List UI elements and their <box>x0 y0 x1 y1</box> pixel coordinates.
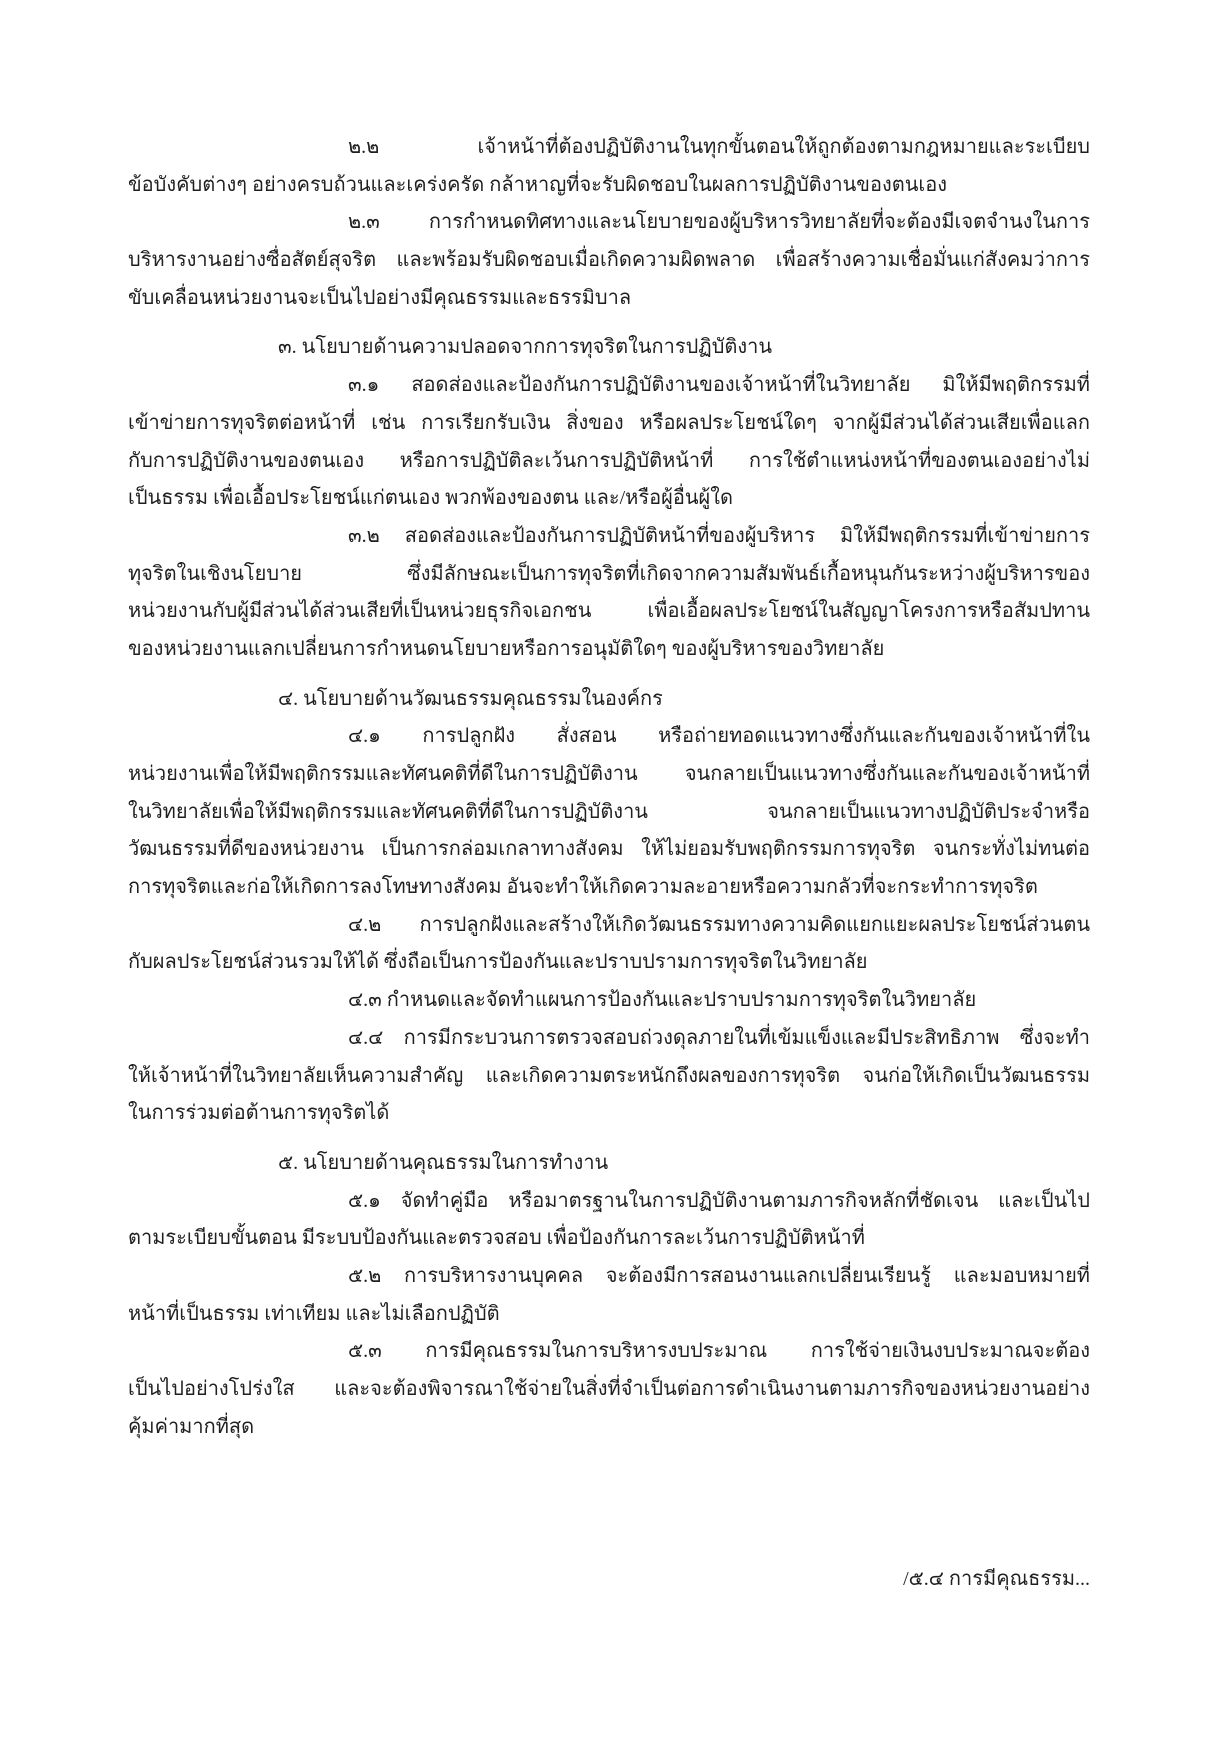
text-line: หน้าที่เป็นธรรม เท่าเทียม และไม่เลือกปฏิบัติ <box>128 1302 500 1325</box>
section-5 <box>128 1145 1090 1447</box>
text-line: ๕.๒ การบริหารงานบุคคล จะต้องมีการสอนงานแลกเปลี่ยนเรียนรู้ และมอบหมายที่ <box>348 1264 1090 1287</box>
item-3-1 <box>128 367 1090 518</box>
text-line: ๔.๔ การมีกระบวนการตรวจสอบถ่วงดุลภายในที่เข้มแข็งและมีประสิทธิภาพ ซึ่งจะทำ <box>348 1026 1090 1049</box>
text-line: หน่วยงานกับผู้มีส่วนได้ส่วนเสียที่เป็นหน่วยธุรกิจเอกชน เพื่อเอื้อผลประโยชน์ในสัญญาโครงการหรือสัมปทาน <box>128 600 1090 623</box>
text-line: กับการปฏิบัติงานของตนเอง หรือการปฏิบัติละเว้นการปฏิบัติหน้าที่ การใช้ตำแหน่งหน้าที่ของตนเองอย่างไม่ <box>128 449 1090 472</box>
item-4-4 <box>128 1020 1090 1133</box>
item-3-2 <box>128 518 1090 669</box>
page-continuation-note: /๕.๔ การมีคุณธรรม... <box>903 1568 1090 1590</box>
text-line: ข้อบังคับต่างๆ อย่างครบถ้วนและเคร่งครัด กล้าหาญที่จะรับผิดชอบในผลการปฏิบัติงานของตนเอง <box>128 173 948 196</box>
text-line: กับผลประโยชน์ส่วนรวมให้ได้ ซึ่งถือเป็นการป้องกันและปราบปรามการทุจริตในวิทยาลัย <box>128 951 868 974</box>
text-line: ๔.๑ การปลูกฝัง สั่งสอน หรือถ่ายทอดแนวทางซึ่งกันและกันของเจ้าหน้าที่ใน <box>348 725 1090 748</box>
text-line: เป็นไปอย่างโปร่งใส และจะต้องพิจารณาใช้จ่ายในสิ่งที่จำเป็นต่อการดำเนินงานตามภารกิจของหน่วยงานอย่าง <box>128 1378 1090 1400</box>
text-line: ๓.๒ สอดส่องและป้องกันการปฏิบัติหน้าที่ของผู้บริหาร มิให้มีพฤติกรรมที่เข้าข่ายการ <box>348 524 1090 547</box>
text-line: คุ้มค่ามากที่สุด <box>128 1415 255 1438</box>
item-5-3 <box>128 1333 1090 1446</box>
item-5-1 <box>128 1183 1090 1258</box>
item-4-2 <box>128 907 1090 982</box>
section-2-continued <box>128 129 1090 317</box>
section-5-heading: ๕. นโยบายด้านคุณธรรมในการทำงาน <box>278 1151 609 1174</box>
text-line: ๔.๓ กำหนดและจัดทำแผนการป้องกันและปราบปรามการทุจริตในวิทยาลัย <box>348 989 977 1012</box>
item-2-2 <box>128 129 1090 204</box>
text-line: การทุจริตและก่อให้เกิดการลงโทษทางสังคม อันจะทำให้เกิดความละอายหรือความกลัวที่จะกระทำการทุจริต <box>128 876 1038 899</box>
section-3 <box>128 329 1090 668</box>
text-line: บริหารงานอย่างซื่อสัตย์สุจริต และพร้อมรับผิดชอบเมื่อเกิดความผิดพลาด เพื่อสร้างความเชื่อมั่นแก่สังคมว่าการ <box>128 249 1090 272</box>
text-line: ๔.๒ การปลูกฝังและสร้างให้เกิดวัฒนธรรมทางความคิดแยกแยะผลประโยชน์ส่วนตน <box>348 913 1090 936</box>
text-line: เข้าข่ายการทุจริตต่อหน้าที่ เช่น การเรียกรับเงิน สิ่งของ หรือผลประโยชน์ใดๆ จากผู้มีส่วนได้ส่วนเสียเพื่อแลก <box>128 411 1090 434</box>
text-line: เป็นธรรม เพื่อเอื้อประโยชน์แก่ตนเอง พวกพ้องของตน และ/หรือผู้อื่นผู้ใด <box>128 487 733 510</box>
text-line: ตามระเบียบขั้นตอน มีระบบป้องกันและตรวจสอบ เพื่อป้องกันการละเว้นการปฏิบัติหน้าที่ <box>128 1227 865 1250</box>
text-line: ให้เจ้าหน้าที่ในวิทยาลัยเห็นความสำคัญ และเกิดความตระหนักถึงผลของการทุจริต จนก่อให้เกิดเป็นวัฒนธรรม <box>128 1064 1090 1087</box>
text-line: ๕.๑ จัดทำคู่มือ หรือมาตรฐานในการปฏิบัติงานตามภารกิจหลักที่ชัดเจน และเป็นไป <box>348 1189 1090 1212</box>
item-4-3 <box>128 982 1090 1020</box>
text-line: หน่วยงานเพื่อให้มีพฤติกรรมและทัศนคติที่ดีในการปฏิบัติงาน จนกลายเป็นแนวทางซึ่งกันและกันของเจ้าหน้าที่ <box>128 763 1090 785</box>
text-line: ๓.๑ สอดส่องและป้องกันการปฏิบัติงานของเจ้าหน้าที่ในวิทยาลัย มิให้มีพฤติกรรมที่ <box>348 374 1090 397</box>
text-line: ทุจริตในเชิงนโยบาย ซึ่งมีลักษณะเป็นการทุจริตที่เกิดจากความสัมพันธ์เกื้อหนุนกันระหว่างผู้บริหารของ <box>128 562 1090 585</box>
text-line: ในการร่วมต่อต้านการทุจริตได้ <box>128 1102 390 1125</box>
item-5-2 <box>128 1258 1090 1333</box>
section-4 <box>128 681 1090 1133</box>
text-line: ของหน่วยงานแลกเปลี่ยนการกำหนดนโยบายหรือการอนุมัติใดๆ ของผู้บริหารของวิทยาลัย <box>128 637 885 660</box>
document-body <box>128 129 1090 1446</box>
text-line: ขับเคลื่อนหน่วยงานจะเป็นไปอย่างมีคุณธรรมและธรรมิบาล <box>128 286 632 309</box>
item-2-3 <box>128 204 1090 317</box>
text-line: ๒.๓ การกำหนดทิศทางและนโยบายของผู้บริหารวิทยาลัยที่จะต้องมีเจตจำนงในการ <box>348 211 1090 234</box>
item-4-1 <box>128 718 1090 906</box>
text-line: ๒.๒ เจ้าหน้าที่ต้องปฏิบัติงานในทุกขั้นตอนให้ถูกต้องตามกฎหมายและระเบียบ <box>348 136 1090 158</box>
text-line: ในวิทยาลัยเพื่อให้มีพฤติกรรมและทัศนคติที่ดีในการปฏิบัติงาน จนกลายเป็นแนวทางปฏิบัติประจำหรือ <box>128 800 1090 823</box>
section-4-heading: ๔. นโยบายด้านวัฒนธรรมคุณธรรมในองค์กร <box>278 687 663 710</box>
section-3-heading: ๓. นโยบายด้านความปลอดจากการทุจริตในการปฏิบัติงาน <box>278 336 773 359</box>
text-line: ๕.๓ การมีคุณธรรมในการบริหารงบประมาณ การใช้จ่ายเงินงบประมาณจะต้อง <box>348 1340 1090 1363</box>
text-line: วัฒนธรรมที่ดีของหน่วยงาน เป็นการกล่อมเกลาทางสังคม ให้ไม่ยอมรับพฤติกรรมการทุจริต จนกระทั่งไม่ทนต่อ <box>128 838 1090 861</box>
